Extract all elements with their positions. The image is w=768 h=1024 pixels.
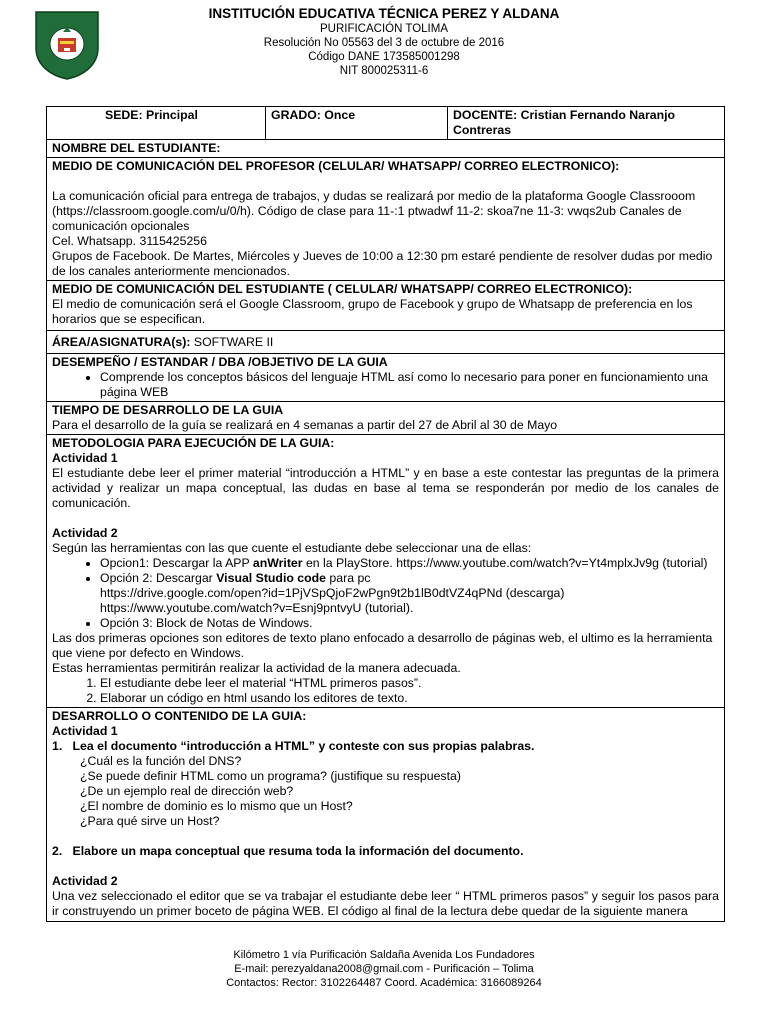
paragraph: Las dos primeras opciones son editores de texto plano enfocado a desarrollo de páginas web, el ultimo es la herramienta que viene por defecto en Windows. bbox=[52, 631, 713, 660]
list-item: • Opción 3: Block de Notas de Windows. bbox=[100, 616, 719, 631]
activity-title: Actividad 1 bbox=[52, 724, 118, 738]
objective-section bbox=[47, 354, 725, 402]
subject-value: SOFTWARE II bbox=[190, 334, 274, 349]
section-title: MEDIO DE COMUNICACIÓN DEL ESTUDIANTE ( CELULAR/ WHATSAPP/ CORREO ELECTRONICO): bbox=[52, 282, 633, 296]
text: en la PlayStore. https://www.youtube.com/watch?v=Yt4mplxJv9g (tutorial) bbox=[302, 556, 708, 570]
institution-name: INSTITUCIÓN EDUCATIVA TÉCNICA PEREZ Y ALDANA bbox=[208, 6, 560, 21]
paragraph: Grupos de Facebook. De Martes, Miércoles y Jueves de 10:00 a 12:30 pm estaré pendiente de resolver dudas por medio de los canales anteriormente mencionados. bbox=[52, 249, 713, 278]
grado-cell: GRADO: Once bbox=[266, 107, 448, 140]
contacts-line: Contactos: Rector: 3102264487 Coord. Académica: 3166089264 bbox=[226, 977, 542, 989]
download-link[interactable]: https://drive.google.com/open?id=1PjVSpQjoF2wPgn9t2b1lB0dtVZ4qPNd (descarga) bbox=[100, 586, 565, 600]
item-heading bbox=[52, 844, 719, 859]
sede-cell: SEDE: Principal bbox=[47, 107, 266, 140]
time-section bbox=[47, 402, 725, 435]
city: PURIFICACIÓN TOLIMA bbox=[319, 23, 448, 35]
paragraph: El estudiante debe leer el primer material “introducción a HTML” y en base a este contestar las preguntas de la primera actividad y realizar un mapa conceptual, las dudas en base al tema se responderán por medio de los canales de comunicación. bbox=[52, 466, 719, 510]
guide-table bbox=[46, 106, 725, 922]
document-footer bbox=[0, 948, 768, 990]
activity-title: Actividad 2 bbox=[52, 526, 118, 540]
paragraph: Para el desarrollo de la guía se realizará en 4 semanas a partir del 27 de Abril al 30 de Mayo bbox=[52, 418, 558, 432]
text: Elabore un mapa conceptual que resuma toda la información del documento. bbox=[72, 844, 524, 858]
student-communication-section bbox=[47, 281, 725, 331]
student-name-field: NOMBRE DEL ESTUDIANTE: bbox=[47, 140, 725, 158]
item-number: 1. bbox=[52, 739, 63, 753]
activity-title: Actividad 2 bbox=[52, 874, 118, 888]
app-name: Visual Studio code bbox=[216, 571, 326, 585]
section-title: DESEMPEÑO / ESTANDAR / DBA /OBJETIVO DE LA GUIA bbox=[52, 355, 388, 369]
paragraph: Estas herramientas permitirán realizar la actividad de la manera adecuada. bbox=[52, 661, 461, 675]
section-title: METODOLOGIA PARA EJECUCIÓN DE LA GUIA: bbox=[52, 436, 335, 450]
email-line: E-mail: perezyaldana2008@gmail.com - Purificación – Tolima bbox=[234, 963, 534, 975]
resolution: Resolución No 05563 del 3 de octubre de 2016 bbox=[263, 37, 505, 49]
text: para pc bbox=[326, 571, 371, 585]
question-heading bbox=[52, 739, 719, 754]
section-title: TIEMPO DE DESARROLLO DE LA GUIA bbox=[52, 403, 284, 417]
subject-section bbox=[47, 331, 725, 354]
dane-code: Código DANE 173585001298 bbox=[308, 51, 460, 63]
text: Lea el documento “introducción a HTML” y conteste con sus propias palabras. bbox=[72, 739, 535, 753]
text: Opción 2: Descargar bbox=[100, 571, 217, 585]
methodology-section bbox=[47, 435, 725, 708]
development-section bbox=[47, 708, 725, 922]
question: ¿Cuál es la función del DNS? bbox=[80, 754, 242, 768]
list-item bbox=[100, 556, 719, 571]
paragraph: Según las herramientas con las que cuente el estudiante debe seleccionar una de ellas: bbox=[52, 541, 532, 555]
list-item bbox=[100, 571, 719, 616]
text: Opcion1: Descargar la APP bbox=[100, 556, 253, 570]
nit: NIT 800025311-6 bbox=[339, 65, 429, 77]
list-item: 2. Elaborar un código en html usando los editores de texto. bbox=[100, 691, 719, 706]
paragraph: El medio de comunicación será el Google Classroom, grupo de Facebook y grupo de Whatsapp de preferencia en los horarios que se especifican. bbox=[52, 297, 693, 326]
question: ¿El nombre de dominio es lo mismo que un Host? bbox=[80, 799, 353, 813]
list-item: 1. El estudiante debe leer el material “HTML primeros pasos”. bbox=[100, 676, 719, 691]
paragraph: La comunicación oficial para entrega de trabajos, y dudas se realizará por medio de la plataforma Google Classrooom (https://classroom.google.com/u/0/h). Código de clase para 11-:1 ptwadwf 11-2: skoa7ne 11-3: vwqs2ub Canales de comunicación opcionales bbox=[52, 189, 696, 233]
whatsapp-line: Cel. Whatsapp. 3115425256 bbox=[52, 234, 207, 248]
item-number: 2. bbox=[52, 844, 63, 858]
question: ¿Se puede definir HTML como un programa? (justifique su respuesta) bbox=[80, 769, 461, 783]
question: ¿Para qué sirve un Host? bbox=[80, 814, 220, 828]
section-title: MEDIO DE COMUNICACIÓN DEL PROFESOR (CELULAR/ WHATSAPP/ CORREO ELECTRONICO): bbox=[52, 159, 620, 173]
question: ¿De un ejemplo real de dirección web? bbox=[80, 784, 294, 798]
address: Kilómetro 1 vía Purificación Saldaña Avenida Los Fundadores bbox=[233, 949, 535, 961]
docente-cell: DOCENTE: Cristian Fernando Naranjo Contreras bbox=[448, 107, 725, 140]
tutorial-link[interactable]: https://www.youtube.com/watch?v=Esnj9pntvyU (tutorial). bbox=[100, 601, 414, 615]
teacher-communication-section bbox=[47, 158, 725, 281]
activity-title: Actividad 1 bbox=[52, 451, 118, 465]
paragraph: Una vez seleccionado el editor que se va trabajar el estudiante debe leer “ HTML primeros pasos” y seguir los pasos para ir construyendo un primer boceto de página WEB. El código al final de la lectura debe quedar de la siguiente manera bbox=[52, 889, 719, 918]
list-item: • Comprende los conceptos básicos del lenguaje HTML así como lo necesario para poner en funcionamiento una página WEB bbox=[100, 370, 719, 400]
app-name: anWriter bbox=[252, 556, 303, 570]
section-title: DESARROLLO O CONTENIDO DE LA GUIA: bbox=[52, 709, 307, 723]
subject-label: ÁREA/ASIGNATURA(s): bbox=[52, 334, 191, 349]
